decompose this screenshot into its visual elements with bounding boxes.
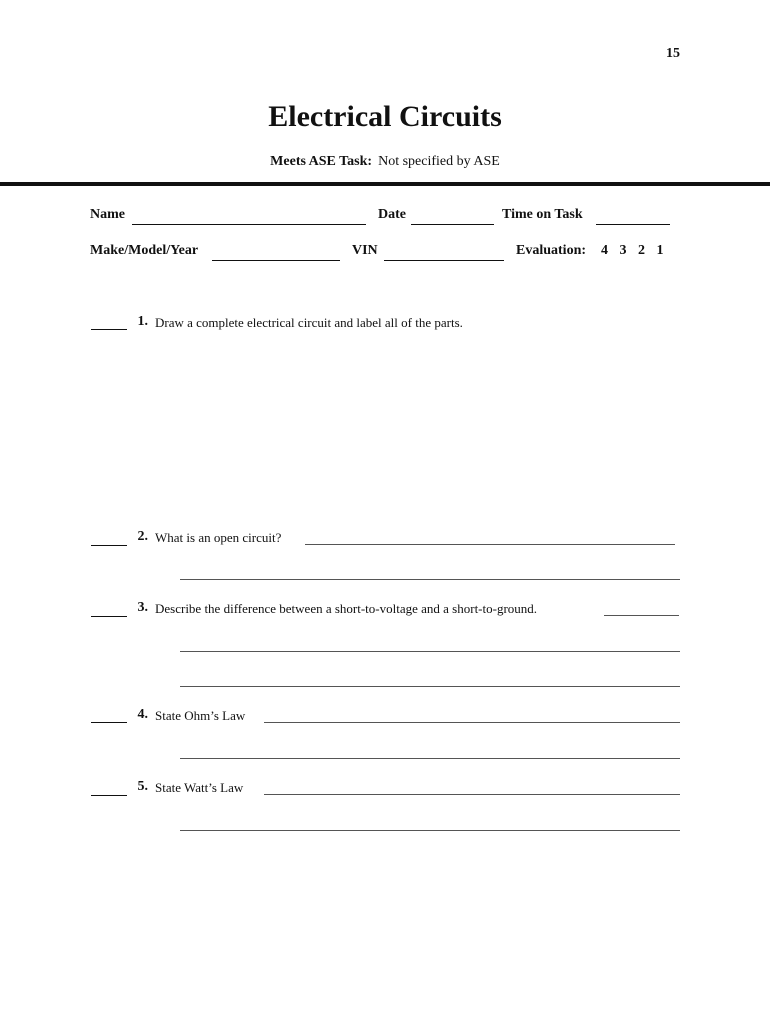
- question-text-3: Describe the difference between a short-to-voltage and a short-to-ground.: [155, 601, 538, 616]
- name-field[interactable]: [132, 224, 366, 225]
- score-blank-3[interactable]: [91, 616, 127, 617]
- answer-line-5a[interactable]: [264, 794, 680, 795]
- score-blank-1[interactable]: [91, 329, 127, 330]
- vin-field[interactable]: [384, 260, 504, 261]
- question-number-1: 1.: [137, 314, 148, 329]
- answer-line-5b[interactable]: [180, 830, 680, 831]
- answer-line-4b[interactable]: [180, 758, 680, 759]
- page-number: 15: [666, 46, 680, 61]
- answer-line-3c[interactable]: [180, 686, 680, 687]
- answer-line-4a[interactable]: [264, 722, 680, 723]
- drawing-area[interactable]: [155, 345, 680, 515]
- time-on-task-label: Time on Task: [502, 207, 583, 222]
- question-text-5: State Watt’s Law: [155, 780, 244, 795]
- question-text-4: State Ohm’s Law: [155, 708, 246, 723]
- question-number-5: 5.: [137, 779, 148, 794]
- score-blank-2[interactable]: [91, 545, 127, 546]
- date-field[interactable]: [411, 224, 494, 225]
- vin-label: VIN: [352, 243, 378, 258]
- name-label: Name: [90, 207, 125, 222]
- evaluation-scale[interactable]: 4 3 2 1: [601, 243, 664, 258]
- answer-line-3a[interactable]: [604, 615, 679, 616]
- answer-line-2a[interactable]: [305, 544, 675, 545]
- header-divider: [0, 182, 770, 186]
- make-model-year-field[interactable]: [212, 260, 340, 261]
- question-number-2: 2.: [137, 529, 148, 544]
- question-text-1: Draw a complete electrical circuit and label all of the parts.: [155, 315, 463, 330]
- evaluation-label: Evaluation:: [516, 243, 587, 258]
- make-model-year-label: Make/Model/Year: [90, 243, 199, 258]
- question-number-4: 4.: [137, 707, 148, 722]
- answer-line-3b[interactable]: [180, 651, 680, 652]
- page-title: Electrical Circuits: [268, 100, 502, 133]
- question-text-2: What is an open circuit?: [155, 530, 282, 545]
- question-number-3: 3.: [137, 600, 148, 615]
- date-label: Date: [378, 207, 406, 222]
- answer-line-2b[interactable]: [180, 579, 680, 580]
- score-blank-4[interactable]: [91, 722, 127, 723]
- ase-task-line: [0, 154, 770, 170]
- ase-task-label: Meets ASE Task:: [270, 154, 373, 169]
- time-on-task-field[interactable]: [596, 224, 670, 225]
- ase-task-value: Not specified by ASE: [378, 154, 500, 169]
- score-blank-5[interactable]: [91, 795, 127, 796]
